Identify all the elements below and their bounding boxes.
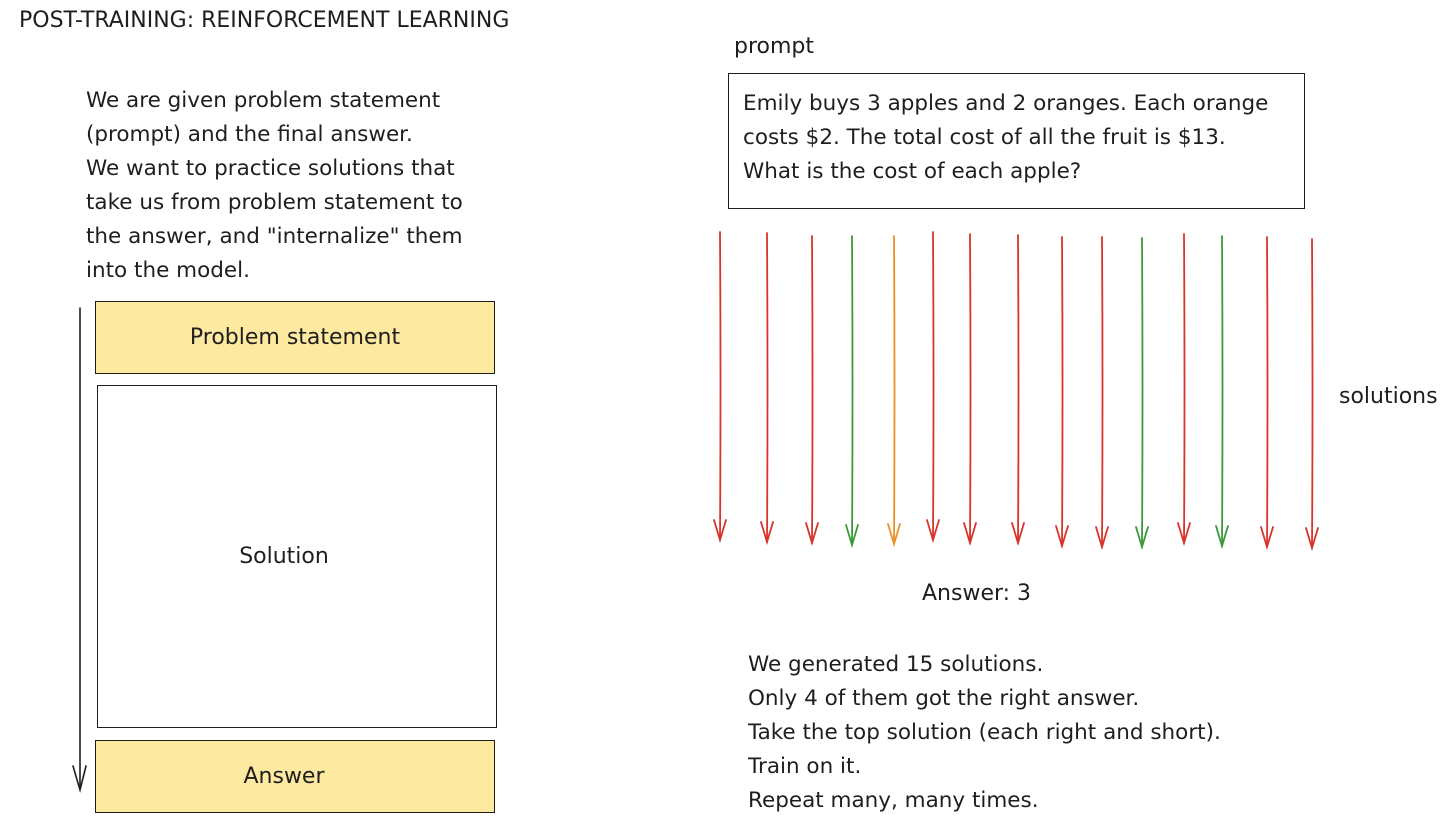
solution-label: Solution [239, 544, 329, 569]
problem-statement-label: Problem statement [189, 325, 401, 350]
summary-line: Take the top solution (each right and short). [748, 720, 1221, 745]
prompt-box [728, 73, 1305, 209]
final-answer-label: Answer: 3 [922, 581, 1032, 606]
solution-arrow-right-icon [846, 236, 858, 545]
summary-line: Only 4 of them got the right answer. [748, 686, 1140, 711]
summary-line: Train on it. [748, 754, 862, 779]
summary-text [748, 648, 1221, 818]
solution-arrow-wrong-icon [1096, 237, 1108, 547]
solution-arrow-wrong-icon [1178, 234, 1190, 543]
page-title: POST-TRAINING: REINFORCEMENT LEARNING [19, 8, 510, 33]
intro-line: into the model. [86, 258, 250, 283]
solution-arrow-wrong-icon [927, 232, 939, 540]
prompt-line: Emily buys 3 apples and 2 oranges. Each orange [743, 91, 1269, 116]
solution-box [97, 385, 497, 728]
solution-arrow-wrong-icon [1306, 239, 1318, 548]
summary-line: Repeat many, many times. [748, 788, 1039, 813]
intro-line: We are given problem statement [86, 88, 441, 113]
solution-arrow-wrong-icon [1012, 235, 1024, 543]
prompt-label: prompt [734, 34, 815, 59]
solution-arrow-wrong-icon [714, 232, 726, 540]
solution-arrow-wrong-icon [1261, 237, 1273, 547]
solution-arrow-wrong-icon [806, 236, 818, 543]
solution-arrow-partial-icon [888, 236, 900, 544]
solution-arrows [714, 232, 1318, 548]
solution-arrow-wrong-icon [964, 234, 976, 543]
intro-line: take us from problem statement to [86, 190, 463, 215]
summary-line: We generated 15 solutions. [748, 652, 1044, 677]
solutions-label: solutions [1339, 384, 1438, 409]
flow-arrow-down-icon [73, 308, 86, 790]
prompt-line: costs $2. The total cost of all the fruit is $13. [743, 125, 1226, 150]
intro-line: the answer, and "internalize" them [86, 224, 463, 249]
solution-arrow-right-icon [1136, 238, 1148, 547]
solution-arrow-wrong-icon [1056, 237, 1068, 546]
answer-box [95, 740, 495, 813]
intro-line: We want to practice solutions that [86, 156, 455, 181]
intro-line: (prompt) and the final answer. [86, 122, 413, 147]
answer-box-label: Answer [243, 764, 325, 789]
solution-arrow-wrong-icon [761, 233, 773, 542]
solution-arrow-right-icon [1216, 236, 1228, 546]
prompt-line: What is the cost of each apple? [743, 159, 1082, 184]
problem-statement-box [95, 301, 495, 374]
